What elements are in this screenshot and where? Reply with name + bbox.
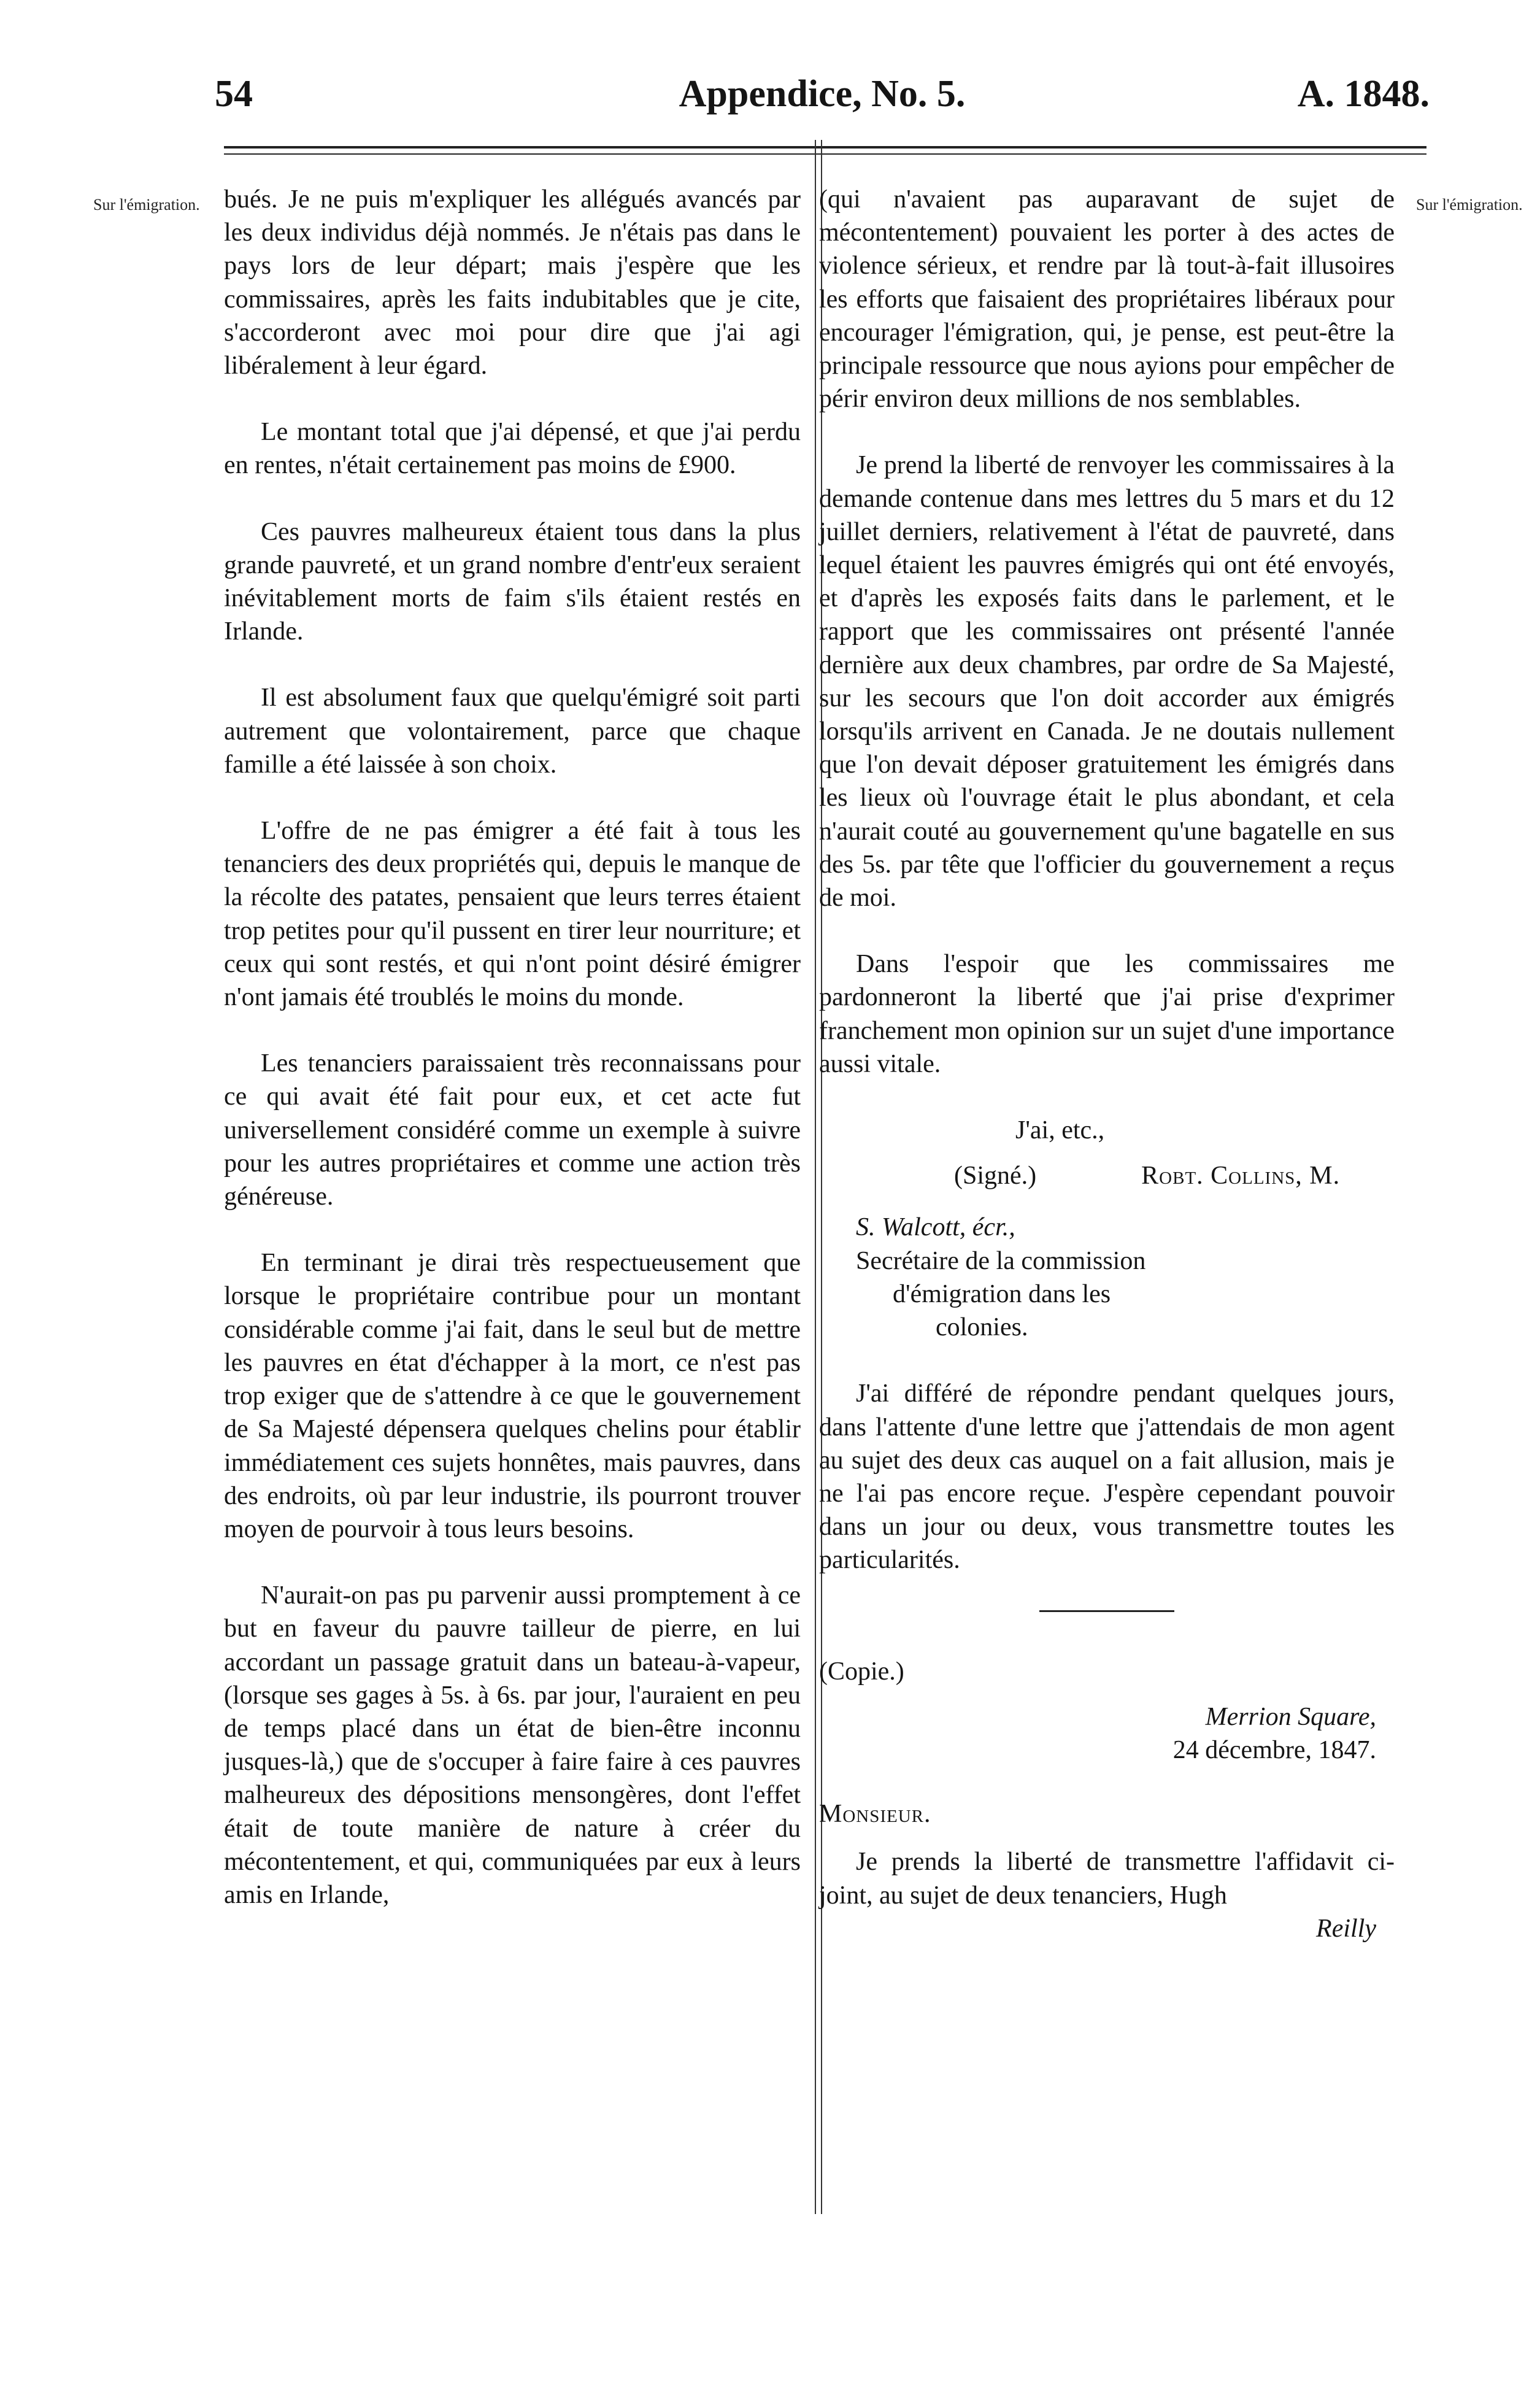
section-rule: [1039, 1610, 1174, 1612]
catchword: Reilly: [1316, 1914, 1376, 1943]
header-year: A. 1848.: [1297, 73, 1430, 115]
letter-date: 24 décembre, 1847.: [1172, 1735, 1376, 1764]
addressee-block: [819, 1211, 1395, 1344]
signature-line: [819, 1159, 1395, 1192]
paragraph: Les tenanciers paraissaient très reconnaissans pour ce qui avait été fait pour eux, et cet acte fut universellement considéré comme un exemple à suivre pour les autres propriétaires et comme une action très généreuse.: [224, 1049, 801, 1211]
margin-note-left: Sur l'émigration.: [93, 196, 200, 214]
paragraph: Je prends la liberté de transmettre l'affidavit ci-joint, au sujet de deux tenanciers, Hugh: [819, 1848, 1395, 1910]
addressee-title: Secrétaire de la commission: [856, 1246, 1146, 1275]
paragraph: N'aurait-on pas pu parvenir aussi promptement à ce but en faveur du pauvre tailleur de pierre, en lui accordant un passage gratuit dans un bateau-à-vapeur, (lorsque ses gages à 5s. à 6s. par jour, l'auraient en peu de temps placé dans un état de bien-être inconnu jusques-là,) que de s'occuper à faire faire à ces pauvres malheureux des dépositions mensongères, dont l'effet était de toute manière de nature à créer du mécontentement, et qui, communiquées par eux à leurs amis en Irlande,: [224, 1581, 801, 1909]
running-header: [202, 66, 1442, 122]
paragraph: J'ai différé de répondre pendant quelques jours, dans l'attente d'une lettre que j'attendais de mon agent au sujet des deux cas auquel on a fait allusion, mais je ne l'ai pas encore reçue. J'espère cependant pouvoir dans un jour ou deux, vous transmettre toutes les particularités.: [819, 1379, 1395, 1575]
header-rule-thin: [224, 153, 1426, 155]
paragraph: L'offre de ne pas émigrer a été fait à tous les tenanciers des deux propriétés qui, depuis le manque de la récolte des patates, pensaient que leurs terres étaient trop petites pour qu'il pussent en tirer leur nourriture; et ceux qui sont restés, et qui n'ont point désiré émigrer n'ont jamais été troublés le moins du monde.: [224, 817, 801, 1012]
paragraph: Il est absolument faux que quelqu'émigré soit parti autrement que volontairement, parce que chaque famille a été laissée à son choix.: [224, 684, 801, 779]
right-column: [819, 183, 1395, 1945]
paragraph: Ces pauvres malheureux étaient tous dans la plus grande pauvreté, et un grand nombre d'entr'eux seraient inévitablement morts de faim s'ils étaient restés en Irlande.: [224, 517, 801, 646]
page-number: 54: [215, 73, 253, 115]
addressee-title: colonies.: [936, 1313, 1028, 1342]
header-rule-thick: [224, 146, 1426, 149]
paragraph: Je prend la liberté de renvoyer les commissaires à la demande contenue dans mes lettres du 5 mars et du 12 juillet derniers, relativement à l'état de pauvreté, dans lequel étaient les pauvres émigrés qui ont été envoyés, et d'après les exposés faits dans le parlement, et le rapport que les commissaires ont présenté l'année dernière aux deux chambres, par ordre de Sa Majesté, sur les secours que l'on doit accorder aux émigrés lorsqu'ils arrivent en Canada. Je ne doutais nullement que l'on devait déposer gratuitement les émigrés dans les lieux où l'ouvrage était le plus abondant, et cela n'aurait couté au gouvernement qu'une bagatelle en sus des 5s. par tête que l'officier du gouvernement a reçus de moi.: [819, 451, 1395, 912]
paragraph: Dans l'espoir que les commissaires me pardonneront la liberté que j'ai prise d'exprimer franchement mon opinion sur un sujet d'une importance aussi vitale.: [819, 950, 1395, 1078]
addressee-name: S. Walcott, écr.,: [856, 1213, 1015, 1242]
copy-label: (Copie.): [819, 1657, 904, 1686]
letter-closing: J'ai, etc.,: [1015, 1116, 1105, 1145]
left-column: [224, 183, 801, 1912]
paragraph: bués. Je ne puis m'expliquer les allégués avancés par les deux individus déjà nommés. Je n'étais pas dans le pays lors de leur départ; mais j'espère que les commissaires, après les faits indubitables que je cite, s'accorderont avec moi pour dire que j'ai agi libéralement à leur égard.: [224, 185, 801, 380]
salutation: Monsieur.: [819, 1800, 931, 1829]
letter-place: Merrion Square,: [1205, 1702, 1376, 1731]
addressee-title: d'émigration dans les: [893, 1279, 1111, 1308]
paragraph: Le montant total que j'ai dépensé, et que j'ai perdu en rentes, n'était certainement pas moins de £900.: [224, 418, 801, 480]
paragraph: En terminant je dirai très respectueusement que lorsque le propriétaire contribue pour un montant considérable comme j'ai fait, dans le seul but de mettre les pauvres en état d'échapper à la mort, ce n'est pas trop exiger que de s'attendre à ce que le gouvernement de Sa Majesté dépensera quelques chelins pour établir immédiatement ces sujets honnêtes, mais pauvres, dans des endroits, où par leur industrie, ils pourront trouver moyen de pourvoir à tous leurs besoins.: [224, 1249, 801, 1543]
signed-label: (Signé.): [954, 1162, 1037, 1190]
signer-name: Robt. Collins, M.: [1141, 1162, 1341, 1190]
margin-note-right: Sur l'émigration.: [1416, 196, 1523, 214]
page-title: Appendice, No. 5.: [679, 73, 966, 115]
paragraph: (qui n'avaient pas auparavant de sujet de mécontentement) pouvaient les porter à des actes de violence sérieux, et rendre par là tout-à-fait illusoires les efforts que faisaient des propriétaires libéraux pour encourager l'émigration, qui, je pense, est peut-être la principale ressource que nous ayions pour empêcher de périr environ deux millions de nos semblables.: [819, 185, 1395, 414]
